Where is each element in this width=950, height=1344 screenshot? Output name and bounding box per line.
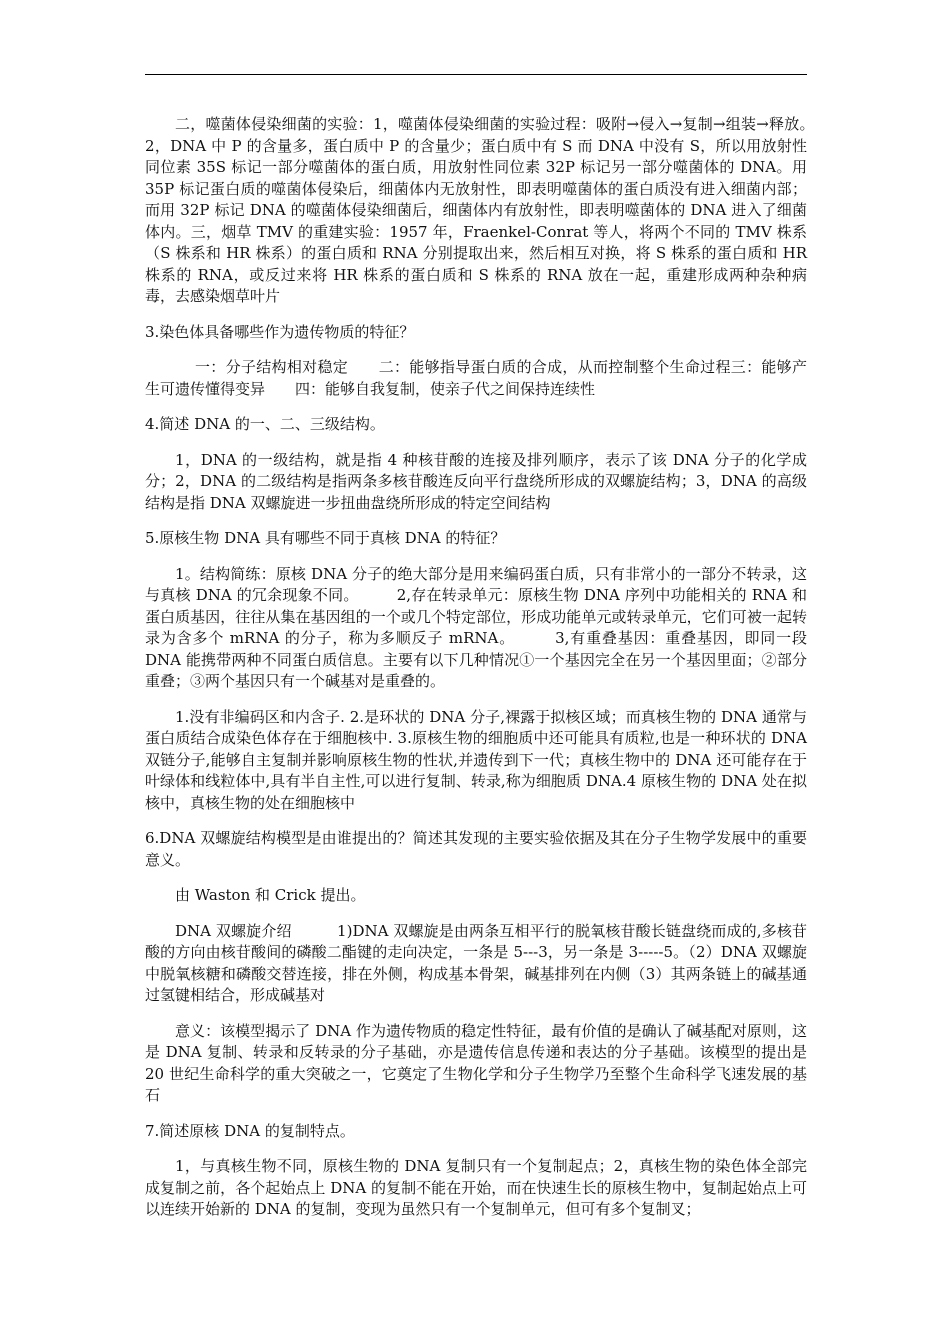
question-7: 7.简述原核 DNA 的复制特点。: [145, 1121, 355, 1140]
answer-6-authors: 由 Waston 和 Crick 提出。: [175, 886, 366, 904]
question-6: 6.DNA 双螺旋结构模型是由谁提出的？简述其发现的主要实验依据及其在分子生物学发展中的重要意义。: [145, 829, 807, 869]
answer-3: 一：分子结构相对稳定 二：能够指导蛋白质的合成，从而控制整个生命过程三：能够产生可遗传懂得变异 四：能够自我复制，使亲子代之间保持连续性: [145, 358, 807, 398]
document-body: [145, 114, 823, 1235]
question-4: 4.简述 DNA 的一、二、三级结构。: [145, 415, 385, 433]
question-5: 5.原核生物 DNA 具有哪些不同于真核 DNA 的特征？: [145, 529, 506, 547]
answer-6-significance: 意义：该模型揭示了 DNA 作为遗传物质的稳定性特征，最有价值的是确认了碱基配对原则，这是 DNA 复制、转录和反转录的分子基础，亦是遗传信息传递和表达的分子基础。该模型的提出是 20 世纪生命科学的重大突破之一，它奠定了生物化学和分子生物学乃至整个生命科学飞速发展的基石: [145, 1021, 807, 1104]
answer-5-part-1: 1。结构简练：原核 DNA 分子的绝大部分是用来编码蛋白质，只有非常小的一部分不转录，这与真核 DNA 的冗余现象不同。 2,存在转录单元：原核生物 DNA 序列中功能相关的 RNA 和蛋白质基因，往往从集在基因组的一个或几个特定部位，形成功能单元或转录单元，它们可被一起转录为含多个 mRNA 的分子，称为多顺反子 mRNA。 3,有重叠基因：重叠基因，即同一段 DNA 能携带两种不同蛋白质信息。主要有以下几种情况①一个基因完全在另一个基因里面；②部分重叠；③两个基因只有一个碱基对是重叠的。: [145, 564, 807, 690]
answer-6-model: DNA 双螺旋介绍 1)DNA 双螺旋是由两条互相平行的脱氧核苷酸长链盘绕而成的,多核苷酸的方向由核苷酸间的磷酸二酯键的走向决定，一条是 5---3，另一条是 3-----5。（2）DNA 双螺旋中脱氧核糖和磷酸交替连接，排在外侧，构成基本骨架，碱基排列在内侧（3）其两条链上的碱基通过氢键相结合，形成碱基对: [145, 921, 807, 1004]
paragraph-phage-experiment: 二，噬菌体侵染细菌的实验：1，噬菌体侵染细菌的实验过程：吸附→侵入→复制→组装→释放。 2，DNA 中 P 的含量多，蛋白质中 P 的含量少；蛋白质中有 S 而 DNA 中没有 S，所以用放射性同位素 35S 标记一部分噬菌体的蛋白质，用放射性同位素 32P 标记另一部分噬菌体的 DNA。用 35P 标记蛋白质的噬菌体侵染后，细菌体内无放射性，即表明噬菌体的蛋白质没有进入细菌内部；而用 32P 标记 DNA 的噬菌体侵染细菌后，细菌体内有放射性，即表明噬菌体的 DNA 进入了细菌体内。三，烟草 TMV 的重建实验：1957 年，Fraenkel-Conrat 等人，将两个不同的 TMV 株系（S 株系和 HR 株系）的蛋白质和 RNA 分别提取出来，然后相互对换，将 S 株系的蛋白质和 HR 株系的 RNA，或反过来将 HR 株系的蛋白质和 S 株系的 RNA 放在一起，重建形成两种杂种病毒，去感染烟草叶片: [145, 115, 823, 305]
answer-7: 1，与真核生物不同，原核生物的 DNA 复制只有一个复制起点；2，真核生物的染色体全部完成复制之前，各个起始点上 DNA 的复制不能在开始，而在快速生长的原核生物中，复制起始点上可以连续开始新的 DNA 的复制，变现为虽然只有一个复制单元，但可有多个复制叉；: [145, 1157, 807, 1218]
question-3: 3.染色体具备哪些作为遗传物质的特征？: [145, 322, 415, 341]
answer-4: 1，DNA 的一级结构，就是指 4 种核苷酸的连接及排列顺序，表示了该 DNA 分子的化学成分；2，DNA 的二级结构是指两条多核苷酸连反向平行盘绕所形成的双螺旋结构；3，DNA 的高级结构是指 DNA 双螺旋进一步扭曲盘绕所形成的特定空间结构: [145, 450, 807, 512]
answer-5-part-2: 1.没有非编码区和内含子. 2.是环状的 DNA 分子,裸露于拟核区域；而真核生物的 DNA 通常与蛋白质结合成染色体存在于细胞核中. 3.原核生物的细胞质中还可能具有质粒,也是一种环状的 DNA 双链分子,能够自主复制并影响原核生物的性状,并遗传到下一代；真核生物中的 DNA 还可能存在于叶绿体和线粒体中,具有半自主性,可以进行复制、转录,称为细胞质 DNA.4 原核生物的 DNA 处在拟核中，真核生物的处在细胞核中: [145, 707, 807, 812]
header-rule: [145, 74, 807, 75]
